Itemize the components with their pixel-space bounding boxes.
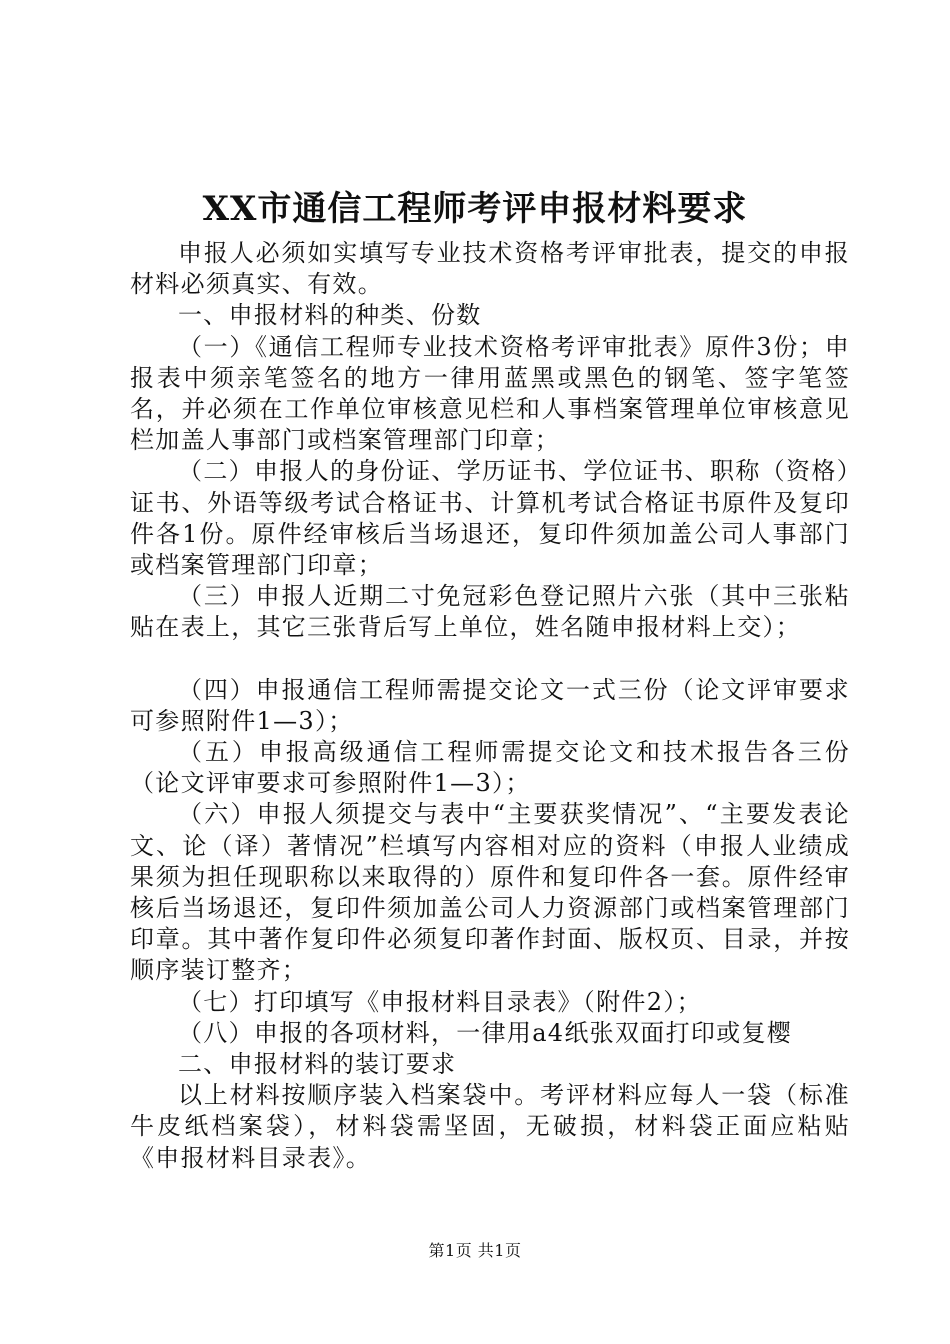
intro-paragraph: 申报人必须如实填写专业技术资格考评审批表，提交的申报材料必须真实、有效。 xyxy=(130,239,850,299)
item-1-paragraph: （一）《通信工程师专业技术资格考评审批表》原件3份；申报表中须亲笔签名的地方一律用蓝黑或黑色的钢笔、签字笔签名，并必须在工作单位审核意见栏和人事档案管理单位审核意见栏加盖人事部门或档案管理部门印章； xyxy=(130,332,850,455)
section-heading-2: 二、申报材料的装订要求 xyxy=(178,1050,457,1079)
item-6-paragraph: （六）申报人须提交与表中“主要获奖情况”、“主要发表论文、论（译）著情况”栏填写内容相对应的资料（申报人业绩成果须为担任现职称以来取得的）原件和复印件各一套。原件经审核后当场退还，复印件须加盖公司人力资源部门或档案管理部门印章。其中著作复印件必须复印著作封面、版权页、目录，并按顺序装订整齐； xyxy=(130,800,850,985)
item-3-paragraph: （三）申报人近期二寸免冠彩色登记照片六张（其中三张粘贴在表上，其它三张背后写上单位，姓名随申报材料上交）； xyxy=(130,582,850,642)
document-title: XX市通信工程师考评申报材料要求 xyxy=(202,189,748,229)
item-8-paragraph: （八）申报的各项材料，一律用a4纸张双面打印或复樱 xyxy=(178,1018,793,1047)
page-footer: 第1页 共1页 xyxy=(428,1241,522,1260)
document-body xyxy=(130,238,850,1174)
item-7-paragraph: （七）打印填写《申报材料目录表》（附件2）； xyxy=(178,987,702,1016)
item-4-paragraph: （四）申报通信工程师需提交论文一式三份（论文评审要求可参照附件1—3）； xyxy=(130,675,850,735)
blank-line xyxy=(130,644,850,675)
item-5-paragraph: （五）申报高级通信工程师需提交论文和技术报告各三份（论文评审要求可参照附件1—3）； xyxy=(130,738,850,798)
binding-paragraph: 以上材料按顺序装入档案袋中。考评材料应每人一袋（标准牛皮纸档案袋），材料袋需坚固，无破损，材料袋正面应粘贴《申报材料目录表》。 xyxy=(130,1081,850,1172)
item-2-paragraph: （二）申报人的身份证、学历证书、学位证书、职称（资格）证书、外语等级考试合格证书、计算机考试合格证书原件及复印件各1份。原件经审核后当场退还，复印件须加盖公司人事部门或档案管理部门印章； xyxy=(130,457,850,580)
section-heading-1: 一、申报材料的种类、份数 xyxy=(178,301,482,330)
